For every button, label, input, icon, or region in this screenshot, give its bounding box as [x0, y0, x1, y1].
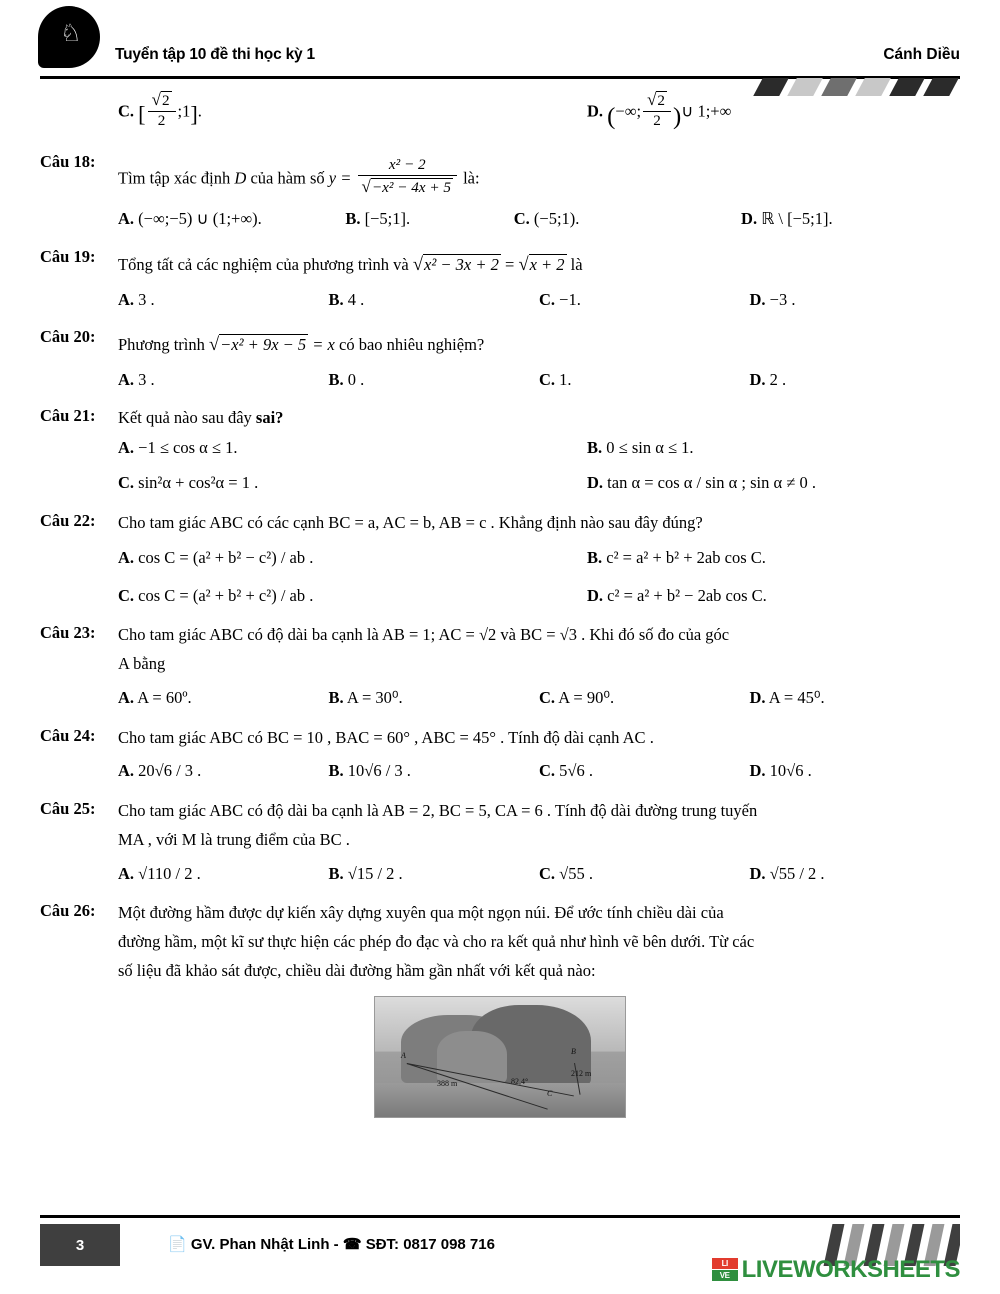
q18-stem-post: là:	[463, 168, 480, 188]
q23-c-text: A = 90⁰.	[558, 687, 615, 707]
q18-option-d[interactable]	[741, 204, 960, 235]
q25-a-letter: A.	[118, 863, 135, 883]
q22-c-text: cos C = (a² + b² + c²) / ab .	[138, 585, 314, 605]
option-d-letter: D.	[587, 101, 604, 121]
q21-c-letter: C.	[118, 473, 135, 493]
header-title: Tuyển tập 10 đề thi học kỳ 1	[115, 46, 315, 63]
q25-d-letter: D.	[749, 863, 766, 883]
q18-b-letter: B.	[345, 209, 361, 229]
q18-eq: y =	[328, 168, 352, 188]
question-25-label: Câu 25:	[40, 799, 96, 819]
q21-option-d[interactable]	[539, 463, 960, 499]
question-24-label: Câu 24:	[40, 725, 96, 745]
q19-option-d[interactable]	[750, 285, 961, 316]
option-d[interactable]: D. (−∞; $\frac{√2}{2}$ )∪ 1;+∞	[587, 90, 732, 131]
q20-stem-pre: Phương trình	[118, 335, 205, 355]
q21-a-letter: A.	[118, 437, 135, 457]
question-19-stem: Tổng tất cả các nghiệm của phương trình và √x² − 3x + 2 = √x + 2 là	[118, 253, 583, 274]
phone-icon: ☎	[342, 1236, 362, 1253]
question-24-stem: Cho tam giác ABC có BC = 10 , BAC = 60° , ABC = 45° . Tính độ dài cạnh AC .	[118, 727, 654, 747]
q18-b-text: [−5;1].	[364, 209, 411, 229]
q21-a-text: −1 ≤ cos α ≤ 1.	[138, 437, 238, 457]
q20-b-text: 0 .	[347, 370, 365, 390]
q19-rad2: x + 2	[529, 254, 565, 274]
tunnel-mountain-diagram	[374, 996, 626, 1118]
q23-option-a[interactable]	[118, 683, 329, 714]
question-25-stem-line2: MA , với M là trung điểm của BC .	[118, 829, 350, 849]
q21-option-c[interactable]	[118, 463, 539, 499]
tree-logo-icon: ♘	[38, 6, 100, 68]
top-options-row	[0, 86, 1000, 138]
q19-c-letter: C.	[539, 289, 556, 309]
exam-content	[0, 86, 1000, 1118]
q19-option-a[interactable]	[118, 285, 329, 316]
q25-option-a[interactable]	[118, 859, 329, 890]
figure-label-a: A	[401, 1050, 406, 1060]
q20-stem-post: có bao nhiêu nghiệm?	[339, 335, 485, 355]
q24-b-letter: B.	[328, 761, 344, 781]
opt-d-den: 2	[653, 111, 661, 129]
question-25-stem-line1: Cho tam giác ABC có độ dài ba cạnh là AB = 2, BC = 5, CA = 6 . Tính độ dài đường trung tuyến	[118, 801, 758, 821]
question-20-label: Câu 20:	[40, 327, 96, 347]
q24-a-text: 20√6 / 3 .	[138, 761, 202, 781]
q20-a-letter: A.	[118, 370, 135, 390]
q21-b-letter: B.	[587, 437, 603, 457]
q23-a-text: A = 60º.	[137, 687, 192, 707]
q24-a-letter: A.	[118, 761, 135, 781]
q18-frac-den: −x² − 4x + 5	[371, 179, 451, 197]
q24-d-text: 10√6 .	[769, 761, 812, 781]
opt-c-num: 2	[161, 92, 170, 109]
page-number: 3	[40, 1224, 120, 1266]
q19-d-text: −3 .	[769, 289, 796, 309]
figure-label-b: B	[571, 1046, 576, 1056]
opt-d-num: 2	[657, 92, 666, 109]
q18-d-letter: D.	[741, 209, 758, 229]
question-21-label: Câu 21:	[40, 405, 96, 425]
q25-d-text: √55 / 2 .	[769, 863, 825, 883]
q23-option-d[interactable]	[750, 683, 961, 714]
q21-b-text: 0 ≤ sin α ≤ 1.	[606, 437, 694, 457]
question-18	[0, 150, 1000, 235]
footer-teacher-info	[168, 1235, 495, 1253]
q19-d-letter: D.	[749, 289, 766, 309]
q19-stem-post: là	[570, 254, 583, 274]
q24-option-a[interactable]	[118, 756, 329, 787]
q22-d-letter: D.	[587, 585, 604, 605]
lw-mark-bottom: VE	[712, 1270, 738, 1281]
question-22	[0, 509, 1000, 611]
q20-c-letter: C.	[539, 370, 556, 390]
q24-b-text: 10√6 / 3 .	[347, 761, 411, 781]
question-18-label: Câu 18:	[40, 152, 96, 172]
question-19-label: Câu 19:	[40, 246, 96, 266]
document-icon: 📄	[168, 1236, 187, 1253]
question-26-stem-line2: đường hầm, một kĩ sư thực hiện các phép đo đạc và cho ra kết quả như hình vẽ bên dưới. Từ các	[118, 932, 755, 952]
question-23-label: Câu 23:	[40, 623, 96, 643]
q20-option-b[interactable]	[329, 365, 540, 396]
figure-dist-bc: 212 m	[571, 1068, 592, 1078]
footer-teacher-name: GV. Phan Nhật Linh -	[190, 1236, 339, 1253]
q24-option-b[interactable]	[329, 756, 540, 787]
q20-option-d[interactable]	[750, 365, 961, 396]
q21-c-text: sin²α + cos²α = 1 .	[138, 473, 259, 493]
q20-c-text: 1.	[559, 370, 572, 390]
q23-option-b[interactable]	[329, 683, 540, 714]
question-22-stem: Cho tam giác ABC có các cạnh BC = a, AC = b, AB = c . Khẳng định nào sau đây đúng?	[118, 513, 703, 533]
q19-b-letter: B.	[328, 289, 344, 309]
q22-a-text: cos C = (a² + b² − c²) / ab .	[138, 547, 314, 567]
q18-option-c[interactable]	[514, 204, 741, 235]
q19-eq: =	[505, 254, 515, 274]
q25-c-letter: C.	[539, 863, 556, 883]
q20-eq: = x	[312, 335, 335, 355]
footer-divider	[40, 1215, 960, 1218]
question-21	[0, 404, 1000, 499]
q21-stem-pre: Kết quả nào sau đây	[118, 407, 252, 427]
q18-d-text: ℝ \ [−5;1].	[761, 209, 833, 229]
q19-a-text: 3 .	[138, 289, 155, 309]
question-21-stem	[118, 404, 960, 433]
liveworksheets-watermark	[712, 1256, 960, 1284]
q18-var: D	[234, 168, 247, 188]
question-22-label: Câu 22:	[40, 511, 96, 531]
liveworksheets-mark-icon	[712, 1258, 738, 1282]
q23-b-letter: B.	[328, 687, 344, 707]
q22-option-b[interactable]	[539, 538, 960, 574]
q22-d-text: c² = a² + b² − 2ab cos C.	[607, 585, 767, 605]
q24-c-letter: C.	[539, 761, 556, 781]
question-23	[0, 621, 1000, 713]
q24-d-letter: D.	[749, 761, 766, 781]
page-header	[0, 0, 1000, 78]
question-23-stem-line2: A bằng	[118, 654, 166, 674]
spacer	[40, 86, 118, 138]
q20-b-letter: B.	[328, 370, 344, 390]
option-c[interactable]: C. [ $\frac{√2}{2}$ ;1].	[118, 90, 202, 129]
question-26-stem-line3: số liệu đã khảo sát được, chiều dài đường hầm gần nhất với kết quả nào:	[118, 960, 596, 980]
footer-phone: SĐT: 0817 098 716	[365, 1236, 495, 1253]
q18-a-letter: A.	[118, 209, 135, 229]
q18-frac-num: x² − 2	[358, 156, 457, 176]
q20-a-text: 3 .	[138, 370, 155, 390]
opt-c-den: 2	[157, 111, 166, 129]
q18-c-text: (−5;1).	[533, 209, 580, 229]
q18-c-letter: C.	[513, 209, 530, 229]
q19-option-b[interactable]	[329, 285, 540, 316]
lw-mark-top: LI	[712, 1258, 738, 1269]
q19-c-text: −1.	[559, 289, 581, 309]
q20-rad1: −x² + 9x − 5	[220, 335, 307, 355]
q25-b-text: √15 / 2 .	[347, 863, 403, 883]
q24-option-c[interactable]	[539, 756, 750, 787]
q23-a-letter: A.	[118, 687, 135, 707]
q23-d-text: A = 45⁰.	[768, 687, 825, 707]
q20-d-text: 2 .	[769, 370, 787, 390]
q25-option-c[interactable]	[539, 859, 750, 890]
q25-c-text: √55 .	[559, 863, 593, 883]
q21-d-letter: D.	[587, 473, 604, 493]
q19-a-letter: A.	[118, 289, 135, 309]
question-20	[0, 325, 1000, 395]
q19-option-c[interactable]	[539, 285, 750, 316]
question-26-label: Câu 26:	[40, 901, 96, 921]
opt-d-tail: ∪ 1;+∞	[681, 101, 732, 121]
q18-option-b[interactable]	[345, 204, 513, 235]
liveworksheets-text: LIVEWORKSHEETS	[741, 1256, 960, 1283]
q18-a-text: (−∞;−5) ∪ (1;+∞).	[138, 209, 262, 229]
question-19	[0, 245, 1000, 315]
figure-dist-ac: 388 m	[437, 1078, 458, 1088]
q21-d-text: tan α = cos α / sin α ; sin α ≠ 0 .	[607, 473, 816, 493]
q25-a-text: √110 / 2 .	[138, 863, 201, 883]
opt-c-tail: ;1	[177, 101, 191, 121]
q21-option-a[interactable]	[118, 433, 539, 464]
question-26-stem-line1: Một đường hầm được dự kiến xây dựng xuyên qua một ngọn núi. Để ước tính chiều dài của	[118, 903, 724, 923]
q20-d-letter: D.	[749, 370, 766, 390]
q23-d-letter: D.	[749, 687, 766, 707]
q20-option-c[interactable]	[539, 365, 750, 396]
q22-option-a[interactable]	[118, 538, 539, 574]
q23-option-c[interactable]	[539, 683, 750, 714]
opt-d-pre: −∞;	[615, 101, 642, 121]
option-c-letter: C.	[118, 101, 135, 121]
q18-option-a[interactable]	[118, 204, 345, 235]
header-series-label: Cánh Diều	[883, 46, 960, 63]
question-26	[0, 899, 1000, 985]
q18-stem-pre: Tìm tập xác định	[118, 168, 231, 188]
q19-stem-pre: Tổng tất cả các nghiệm của phương trình và	[118, 254, 409, 274]
figure-angle-c: 82,4°	[511, 1076, 529, 1086]
question-18-stem: Tìm tập xác định D của hàm số y = $\frac{\text{x² − 2}}{\text{√−x² − 4x + 5}}$ là:	[118, 156, 480, 197]
q22-b-letter: B.	[587, 547, 603, 567]
q22-option-c[interactable]	[118, 574, 539, 612]
q22-a-letter: A.	[118, 547, 135, 567]
q18-stem-mid: của hàm số	[250, 168, 325, 188]
question-24	[0, 724, 1000, 788]
q21-option-b[interactable]	[539, 433, 960, 464]
q21-stem-bold: sai?	[255, 407, 284, 427]
q22-option-d[interactable]	[539, 574, 960, 612]
q25-b-letter: B.	[328, 863, 344, 883]
question-23-stem-line1: Cho tam giác ABC có độ dài ba cạnh là AB = 1; AC = √2 và BC = √3 . Khi đó số đo của góc	[118, 625, 730, 645]
q22-b-text: c² = a² + b² + 2ab cos C.	[606, 547, 766, 567]
q23-b-text: A = 30⁰.	[346, 687, 403, 707]
figure-container	[0, 996, 1000, 1118]
q23-c-letter: C.	[539, 687, 556, 707]
q25-option-d[interactable]	[750, 859, 961, 890]
q19-b-text: 4 .	[347, 289, 365, 309]
q24-c-text: 5√6 .	[559, 761, 593, 781]
question-25	[0, 797, 1000, 889]
q19-rad1: x² − 3x + 2	[424, 254, 499, 274]
q24-option-d[interactable]	[750, 756, 961, 787]
figure-label-c: C	[547, 1088, 553, 1098]
question-20-stem: Phương trình √−x² + 9x − 5 = x có bao nhiêu nghiệm?	[118, 334, 485, 355]
q20-option-a[interactable]	[118, 365, 329, 396]
q22-c-letter: C.	[118, 585, 135, 605]
q25-option-b[interactable]	[329, 859, 540, 890]
